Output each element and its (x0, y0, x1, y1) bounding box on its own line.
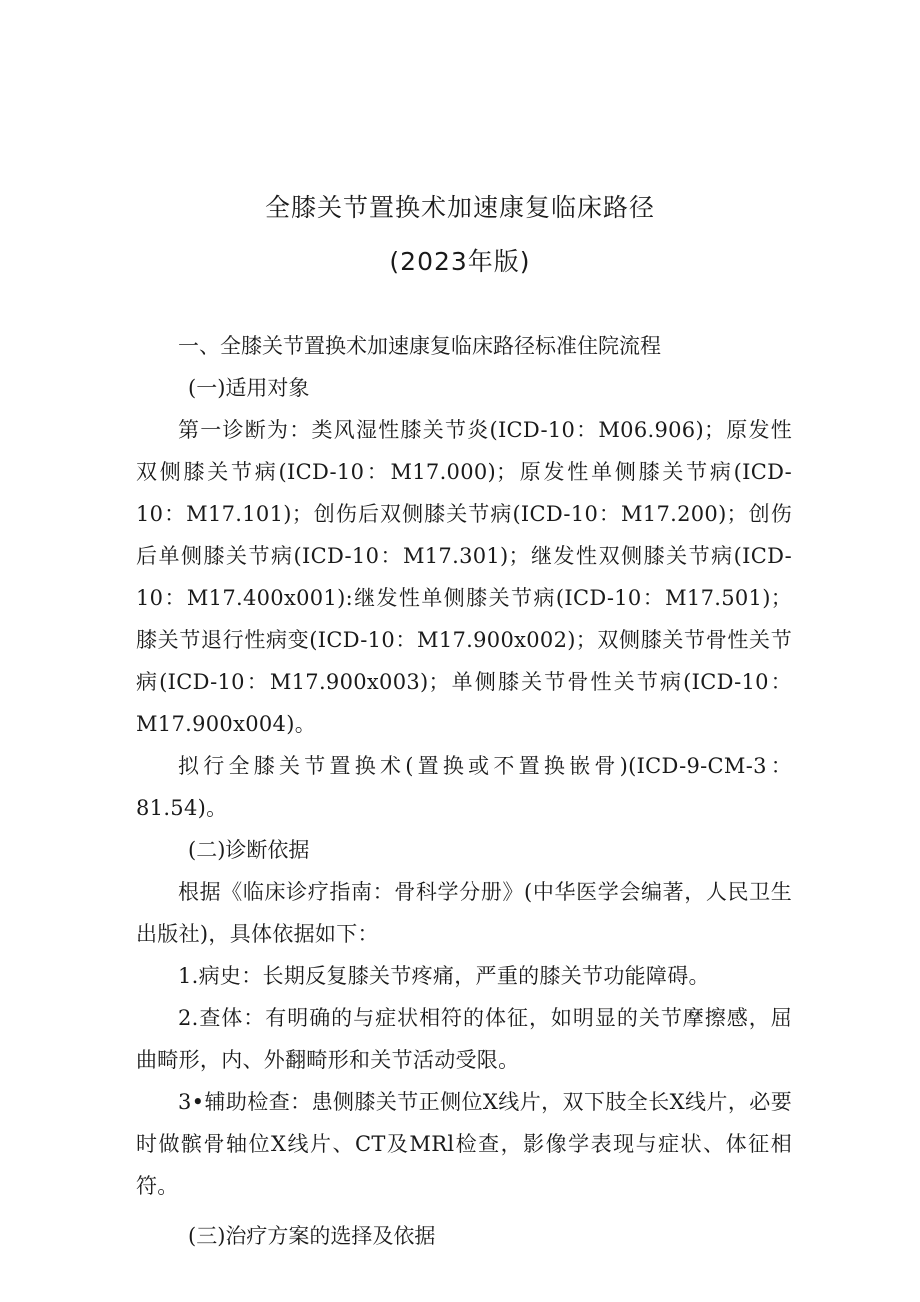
document-body (136, 325, 792, 1257)
subsection-heading-applicable: (一)适用对象 (188, 376, 310, 400)
paragraph-diagnosis-codes: 第一诊断为：类风湿性膝关节炎(ICD-10：M06.906)；原发性双侧膝关节病(ICD-10：M17.000)；原发性单侧膝关节病(ICD-10：M17.101)；创伤后双侧膝关节病(ICD-10：M17.200)；创伤后单侧膝关节病(ICD-10：M17.301)；继发性双侧膝关节病(ICD-10：M17.400x001):继发性单侧膝关节病(ICD-10：M17.501)；膝关节退行性病变(ICD-10：M17.900x002)；双侧膝关节骨性关节病(ICD-10：M17.900x003)；单侧膝关节骨性关节病(ICD-10：M17.900x004)。 (136, 418, 792, 736)
subsection-heading-basis: (二)诊断依据 (188, 838, 310, 862)
paragraph-basis-intro: 根据《临床诊疗指南：骨科学分册》(中华医学会编著，人民卫生出版社)，具体依据如下： (136, 880, 792, 946)
paragraph-procedure-code: 拟行全膝关节置换术(置换或不置换嵌骨)(ICD-9-CM-3：81.54)。 (136, 754, 792, 820)
document-title: 全膝关节置换术加速康复临床路径 (264, 193, 655, 222)
document-subtitle: (2023年版) (389, 247, 531, 276)
list-item-history: 1.病史：长期反复膝关节疼痛，严重的膝关节功能障碍。 (178, 964, 710, 988)
list-item-examination: 2.查体：有明确的与症状相符的体征，如明显的关节摩擦感，屈曲畸形，内、外翻畸形和关节活动受限。 (136, 1006, 792, 1072)
subsection-heading-treatment: (三)治疗方案的选择及依据 (188, 1224, 436, 1248)
list-item-auxiliary-tests: 3•辅助检查：患侧膝关节正侧位X线片，双下肢全长X线片，必要时做髌骨轴位X线片、CT及MRl检查，影像学表现与症状、体征相符。 (136, 1090, 792, 1198)
section-heading-1: 一、全膝关节置换术加速康复临床路径标准住院流程 (178, 334, 661, 358)
